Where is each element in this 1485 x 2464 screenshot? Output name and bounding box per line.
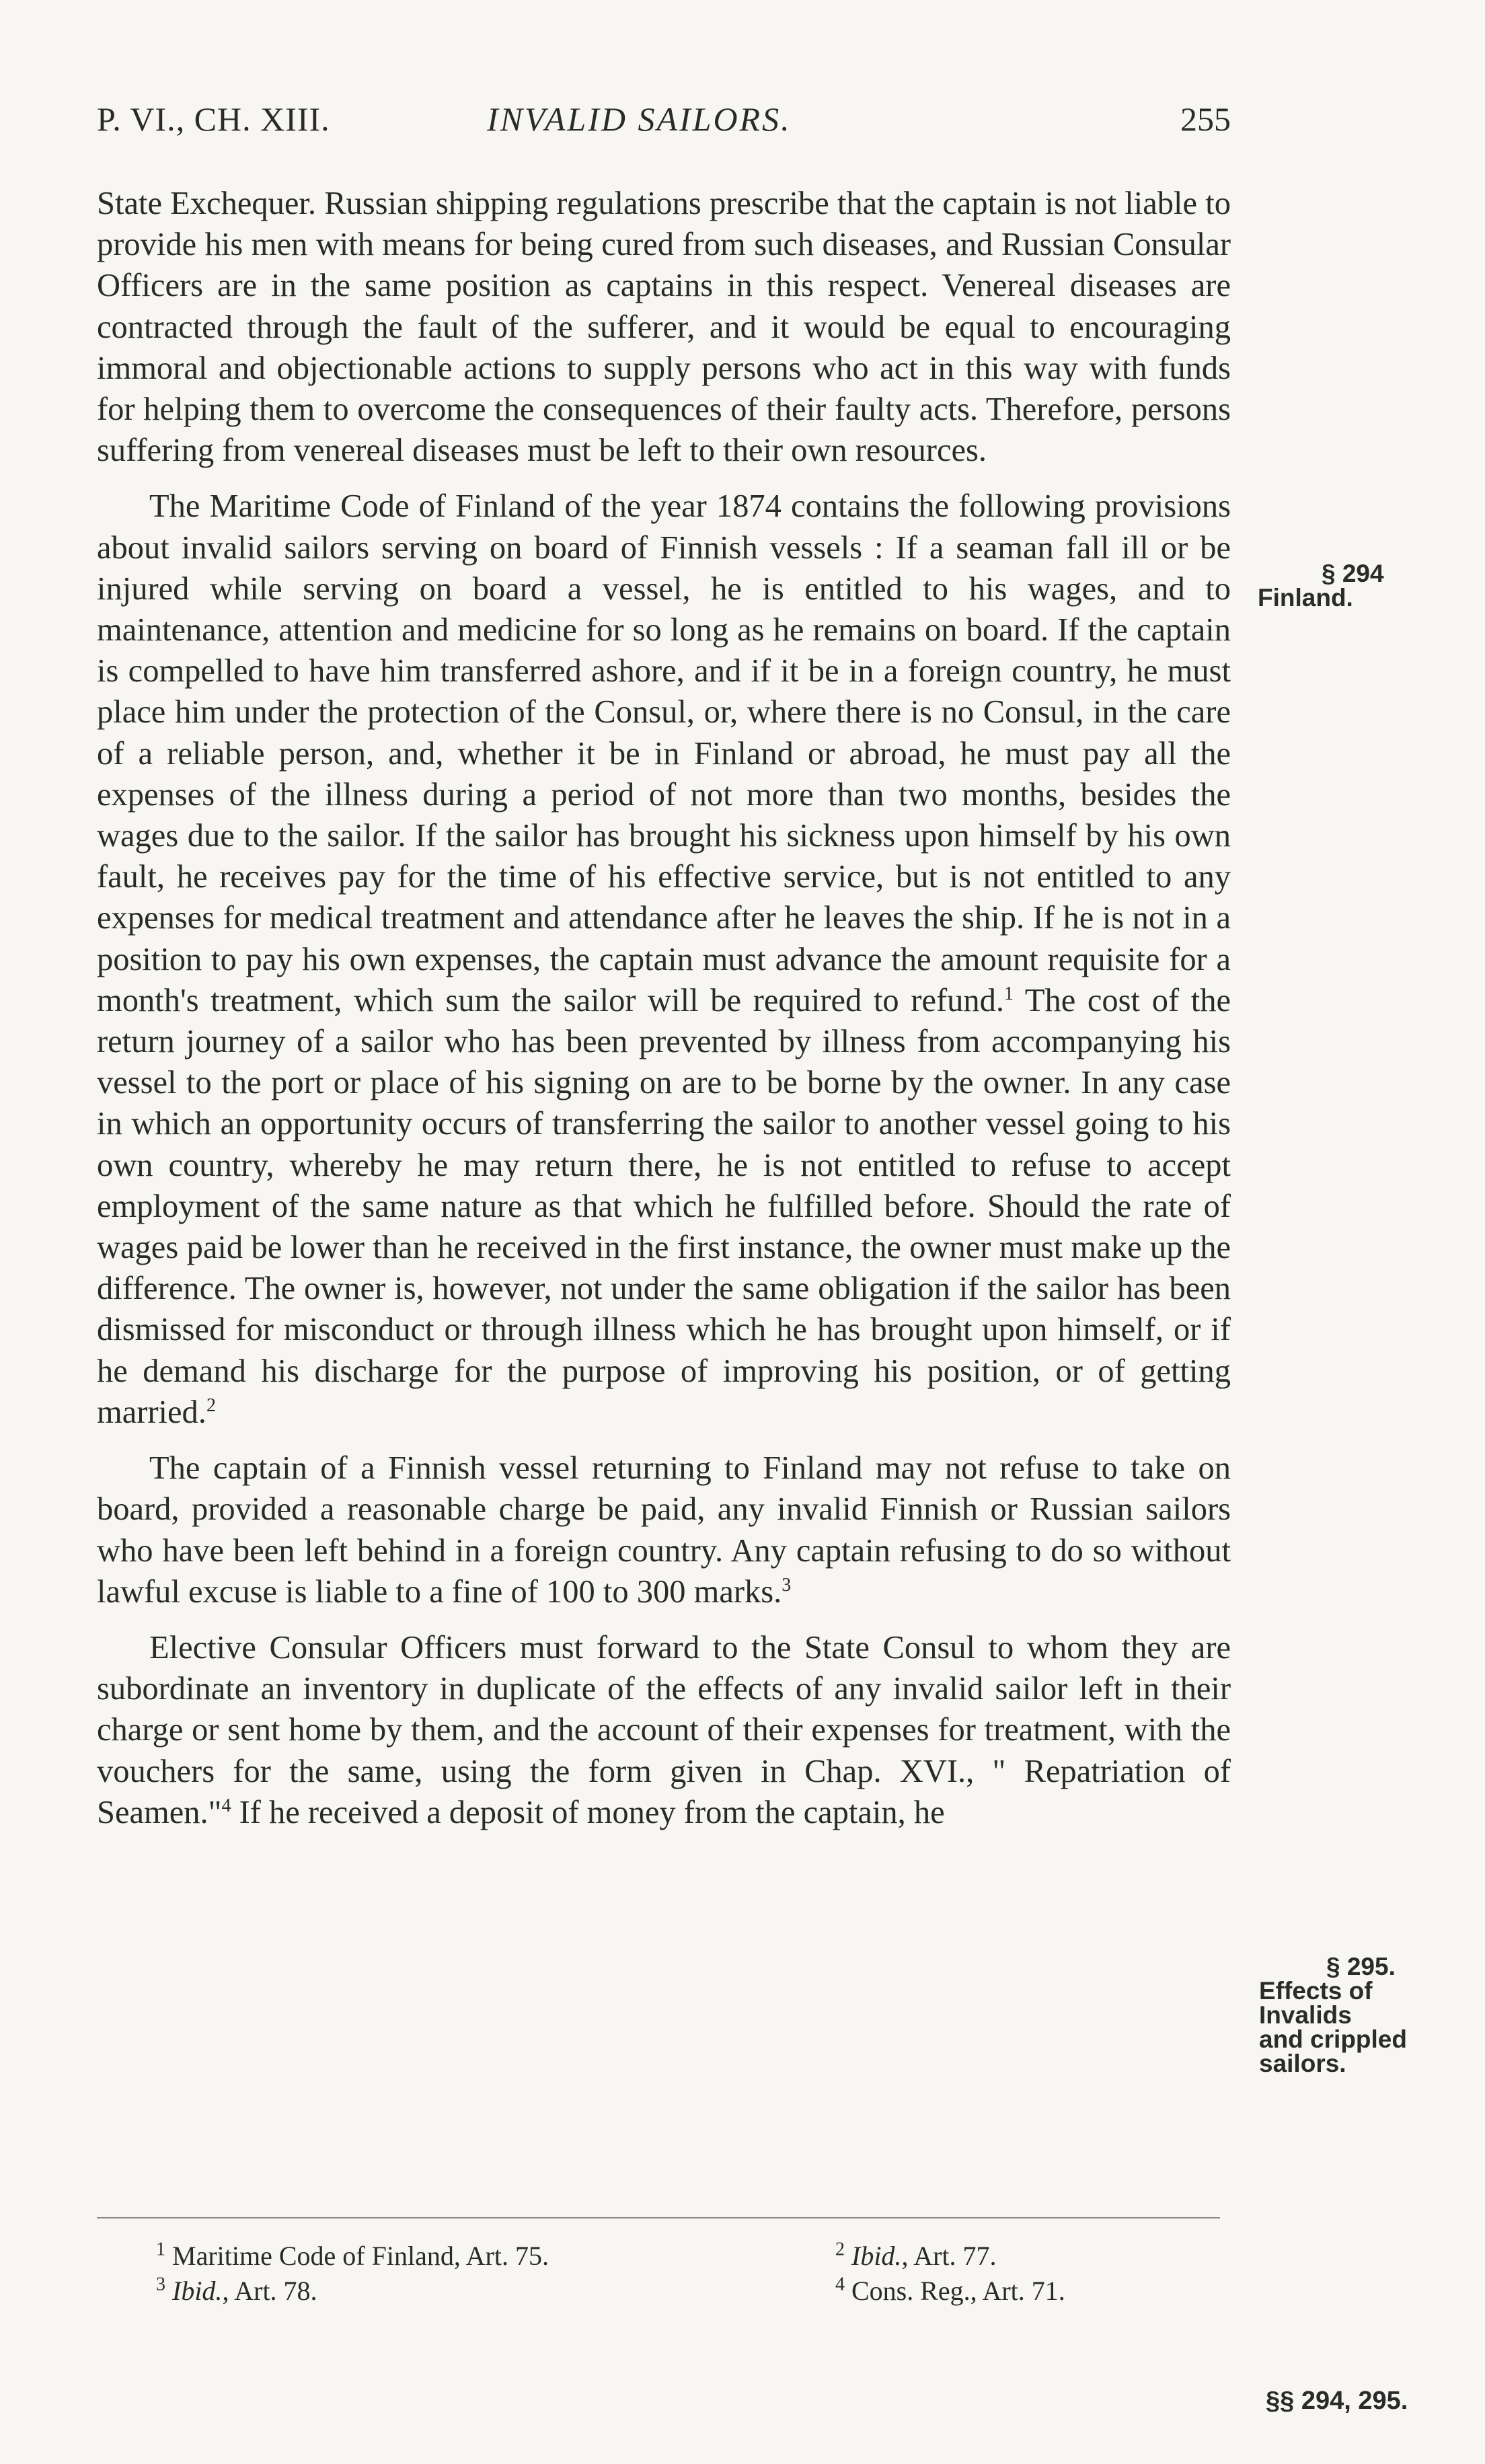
margin-note-294: [1258, 560, 1384, 611]
footnote-divider: [97, 2217, 1220, 2218]
footnotes: [156, 2239, 1205, 2309]
paragraph-3-text: The captain of a Finnish vessel returning to Finland may not refuse to take on board, provided a reasonable charge be paid, any invalid Finnish or Russian sailors who have been left behind in a foreign country. Any captain refusing to do so without lawful excuse is liable to a fine of 100 to 300 marks.: [97, 1450, 1231, 1610]
footnote-ref-4: 4: [221, 1795, 231, 1816]
main-text: [97, 183, 1231, 1833]
footnote-ref-3: 3: [782, 1574, 792, 1596]
margin-note-295: [1259, 1955, 1407, 2076]
footnote-1: $^1$ Maritime Code of Finland, Art. 75.: [156, 2239, 549, 2271]
footnote-3: $^3$ Ibid., Art. 78.: [156, 2274, 317, 2306]
margin-title-finland: Finland.: [1258, 584, 1353, 611]
footnote-ref-2: 2: [206, 1394, 216, 1416]
paragraph-2-text: The Maritime Code of Finland of the year 1874 contains the following provisions about invalid sailors serving on board of Finnish vessels : If a seaman fall ill or be injured while serving on board a vessel, he is entitled to his wages, and to maintenance, attention and medicine for so long as he remains on board. If the captain is compelled to have him transferred ashore, and if it be in a foreign country, he must place him under the protection of the Consul, or, where there is no Consul, in the care of a reliable person, and, whether it be in Finland or abroad, he must pay all the expenses of the illness during a period of not more than two months, besides the wages due to the sailor. If the sailor has brought his sickness upon himself by his own fault, he receives pay for the time of his effective service, but is not entitled to any expenses for medical treatment and attendance after he leaves the ship. If he is not in a position to pay his own expenses, the captain must advance the amount requisite for a month's treatment, which sum the sailor will be required to refund.: [97, 488, 1231, 1018]
part-chapter-label: P. VI., CH. XIII.: [97, 100, 330, 138]
paragraph-1: State Exchequer. Russian shipping regulations prescribe that the captain is not liable to provide his men with means for being cured from such diseases, and Russian Consular Officers are in the same position as captains in this respect. Venereal diseases are contracted through the fault of the sufferer, and it would be equal to encouraging immoral and objectionable actions to supply persons who act in this way with funds for helping them to overcome the consequences of their faulty acts. Therefore, persons suffering from venereal diseases must be left to their own resources.: [97, 186, 1231, 469]
paragraph-4-continued: If he received a deposit of money from the captain, he: [239, 1794, 945, 1830]
paragraph-2-continued: The cost of the return journey of a sailor who has been prevented by illness from accompanying his vessel to the port or place of his signing on are to be borne by the owner. In any case in which an opportunity occurs of transferring the sailor to another vessel going to his own country, whereby he may return there, he is not entitled to refuse to accept employment of the same nature as that which he fulfilled before. Should the rate of wages paid be lower than he received in the first instance, the owner must make up the difference. The owner is, however, not under the same obligation if the sailor has been dismissed for misconduct or through illness which he has brought upon himself, or if he demand his discharge for the purpose of improving his position, or of getting married.: [97, 982, 1231, 1430]
paragraph-4-text: Elective Consular Officers must forward to the State Consul to whom they are subordinate an inventory in duplicate of the effects of any invalid sailor left in their charge or sent home by them, and the account of their expenses for treatment, with the vouchers for the same, using the form given in Chap. XVI., " Repatriation of Seamen.": [97, 1629, 1231, 1830]
margin-line-4: sailors.: [1259, 2050, 1346, 2077]
paragraph-3: [97, 1448, 1231, 1612]
page-footer-sections: §§ 294, 295.: [1266, 2387, 1408, 2415]
footnote-ref-1: 1: [1004, 983, 1014, 1004]
paragraph-2: [97, 486, 1231, 1433]
page-number: 255: [1180, 100, 1231, 138]
paragraph-4: [97, 1627, 1231, 1833]
margin-line-2: Invalids: [1259, 2001, 1352, 2029]
footnote-2: $^2$ Ibid., Art. 77.: [835, 2239, 997, 2271]
margin-section-294: § 294: [1322, 560, 1384, 587]
margin-section-295: § 295.: [1326, 1953, 1396, 1980]
margin-line-1: Effects of: [1259, 1977, 1373, 2005]
footnote-row-1: [156, 2239, 1205, 2274]
page-title: INVALID SAILORS.: [487, 100, 792, 138]
footnote-row-2: [156, 2274, 1205, 2309]
margin-line-3: and crippled: [1259, 2025, 1407, 2053]
footnote-4: $^4$ Cons. Reg., Art. 71.: [835, 2274, 1065, 2306]
running-header: [97, 100, 1231, 147]
